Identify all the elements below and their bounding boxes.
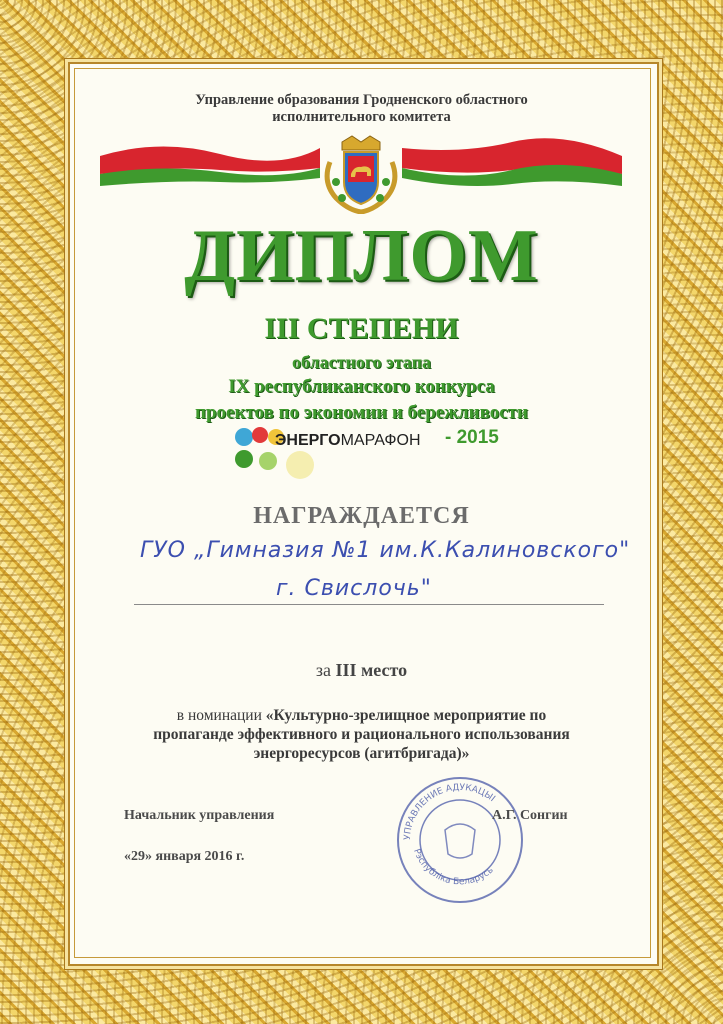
degree-title: III СТЕПЕНИ — [264, 312, 459, 345]
place-line — [80, 660, 643, 681]
place-value: III — [335, 660, 357, 680]
logo-wordmark — [275, 432, 421, 450]
awarded-label: НАГРАЖДАЕТСЯ — [253, 503, 470, 529]
recipient-line-2: г. Свислочь" — [276, 576, 432, 601]
projects-line: проектов по экономии и бережливости — [195, 402, 528, 423]
nomination-line-2: пропаганде эффективного и рационального использования — [153, 726, 570, 743]
place-suffix: место — [361, 660, 408, 680]
issue-date: «29» января 2016 г. — [124, 849, 245, 864]
recipient-underline — [134, 604, 604, 605]
signatory-position: Начальник управления — [124, 808, 275, 823]
grodno-coat-of-arms-icon — [318, 132, 404, 214]
nomination-line-1: «Культурно-зрелищное мероприятие по — [265, 707, 547, 724]
logo-part-energo: ЭНЕРГО — [275, 432, 341, 449]
logo-part-marathon: МАРАФОН — [340, 432, 421, 449]
signatory-name: А.Г. Сонгин — [492, 808, 568, 823]
official-stamp-icon — [390, 770, 530, 910]
flag-ribbon-right — [402, 134, 622, 194]
place-prefix: за — [315, 660, 331, 680]
svg-text:Рэспубліка Беларусь — [411, 848, 496, 888]
logo-year: - 2015 — [445, 427, 499, 448]
stamp-text-bottom: Рэспубліка Беларусь — [411, 847, 496, 888]
diploma-title: ДИПЛОМ — [184, 215, 539, 297]
nomination-line-3: энергоресурсов (агитбригада)» — [253, 745, 470, 762]
contest-line: IX республиканского конкурса — [228, 376, 495, 397]
nomination-lead: в номинации — [176, 707, 262, 724]
svg-text:УПРАВЛЕНИЕ АДУКАЦЫІ — [403, 783, 497, 840]
flag-ribbon-left — [100, 134, 320, 194]
nomination-block — [80, 706, 643, 763]
issuer-line-1: Управление образования Гродненского областного — [195, 92, 528, 108]
issuer-line-2: исполнительного комитета — [272, 109, 451, 125]
stamp-text-top: УПРАВЛЕНИЕ АДУКАЦЫІ — [402, 782, 497, 841]
recipient-line-1: ГУО „Гимназия №1 им.К.Калиновского" — [140, 538, 631, 563]
stage-line: областного этапа — [291, 352, 432, 372]
